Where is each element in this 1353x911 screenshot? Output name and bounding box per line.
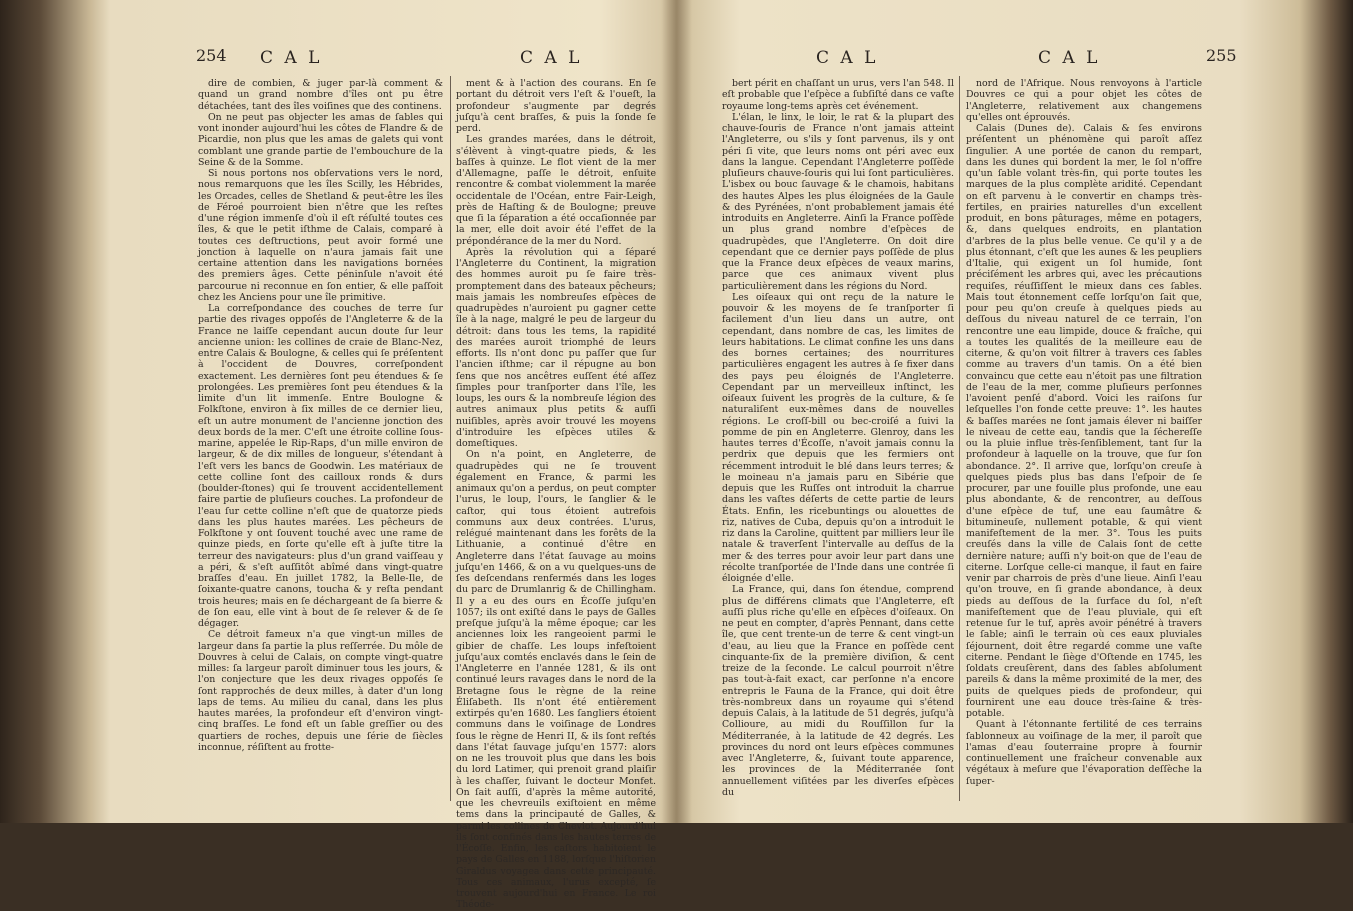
running-head: C A L (816, 48, 879, 68)
paragraph: bert périt en chaſſant un urus, vers l'an 548. Il eſt probable que l'eſpèce a ſubſiſté dans ce vaſte royaume long-tems après cet événement. (722, 78, 954, 112)
paragraph: Quant à l'étonnante fertilité de ces terrains ſablonneux au voiſinage de la mer, il paroît que l'amas d'eau ſouterraine propre à fournir continuellement une fraîcheur convenable aux végétaux à meſure que l'évaporation deſſèche la ſuper- (966, 719, 1202, 787)
paragraph: La France, qui, dans ſon étendue, comprend plus de différens climats que l'Angleterre, eſt auſſi plus riche qu'elle en eſpèces d'oiſeaux. On ne peut en compter, d'après Pennant, dans cette île, que cent trente-un de terre & cent vingt-un d'eau, au lieu que la France en poſſède cent cinquante-ſix de la première diviſion, & cent treize de la ſeconde. Le calcul pourroit n'être pas tout-à-fait exact, car perſonne n'a encore entrepris le Fauna de la France, qui doit être très-nombreux dans un royaume qui s'étend depuis Calais, à la latitude de 51 degrés, juſqu'à Collioure, au midi du Rouſſillon ſur la Méditerranée, à la latitude de 42 degrés. Les provinces du nord ont leurs eſpèces communes avec l'Angleterre, &, ſuivant toute apparence, les provinces de la Méditerranée ſont annuellement viſitées par les diverſes eſpèces du (722, 584, 954, 798)
paragraph: L'élan, le linx, le loir, le rat & la plupart des chauve-ſouris de France n'ont jamais atteint l'Angleterre, ou s'ils y ſont parvenus, ils y ont péri ſi vite, que leurs noms ont péri avec eux dans la langue. Cependant l'Angleterre poſſède pluſieurs chauve-ſouris qui lui ſont particulières. L'isbex ou bouc ſauvage & le chamois, habitans des hautes Alpes les plus éloignées de la Gaule & des Pyrénées, n'ont probablement jamais été introduits en Angleterre. Ainſi la France poſſède un plus grand nombre d'eſpèces de quadrupèdes, que l'Angleterre. On doit dire cependant que ce dernier pays poſſède de plus que la France deux eſpèces de veaux marins, parce que ces animaux vivent plus particulièrement dans les régions du Nord. (722, 111, 954, 292)
text-column-left (722, 78, 954, 803)
text-column-right (456, 78, 656, 911)
text-column-left (198, 78, 443, 803)
paragraph: La correſpondance des couches de terre ſur partie des rivages oppoſés de l'Angleterre & de la France ne laiſſe cependant aucun doute ſur leur ancienne union: les collines de craie de Blanc-Nez, entre Calais & Boulogne, & celles qui ſe préſentent à l'occident de Douvres, correſpondent exactement. Les dernières ſont peu étendues & ſe prolongées. Les premières ſont peu étendues & la limite d'un lit immenſe. Entre Boulogne & Folkſtone, environ à ſix milles de ce dernier lieu, eſt un autre monument de l'ancienne jonction des deux bords de la mer. C'eſt une étroite colline ſous-marine, appelée le Rip-Raps, d'un mille environ de largeur, & de dix milles de longueur, s'étendant à l'eſt vers les bancs de Goodwin. Les matériaux de cette colline ſont des cailloux ronds & durs (boulder-ſtones) qui ſe trouvent accidentellement faire partie de pluſieurs couches. La profondeur de l'eau ſur cette colline n'eſt que de quatorze pieds dans les plus hautes marées. Les pêcheurs de Folkſtone y ont ſouvent touché avec une rame de quinze pieds, en ſorte qu'elle eſt à juſte titre la terreur des navigateurs: plus d'un grand vaiſſeau y a péri, & s'eſt auſſitôt abîmé dans vingt-quatre braſſes d'eau. En juillet 1782, la Belle-Ile, de ſoixante-quatre canons, toucha & y reſta pendant trois heures; mais en ſe déchargeant de ſa bierre & de ſon eau, elle vint à bout de ſe relever & de ſe dégager. (198, 303, 443, 629)
paragraph: On ne peut pas objecter les amas de ſables qui vont inonder aujourd'hui les côtes de Flandre & de Picardie, non plus que les amas de galets qui vont comblant une grande partie de l'embouchure de la Seine & de la Somme. (198, 111, 443, 168)
running-head: C A L (520, 48, 583, 68)
text-column-right (966, 78, 1202, 803)
page-number: 254 (196, 46, 227, 65)
left-page (110, 0, 676, 911)
paragraph: dire de combien, & juger par-là comment & quand un grand nombre d'îles ont pu être détachées, tant des îles voiſines que des continens. (198, 78, 443, 112)
right-page (676, 0, 1266, 823)
paragraph: Après la révolution qui a ſéparé l'Angleterre du Continent, la migration des hommes auroit pu ſe faire très-promptement dans des bateaux pêcheurs; mais jamais les nombreuſes eſpèces de quadrupèdes n'auroient pu gagner cette île à la nage, malgré le peu de largeur du détroit: dans tous les tems, la rapidité des marées auroit triomphé de leurs efforts. Ils n'ont donc pu paſſer que ſur l'ancien iſthme; car il répugne au bon ſens que nos ancêtres euſſent été aſſez ſimples pour tranſporter dans l'île, les loups, les ours & la nombreuſe légion des autres animaux plus petits & auſſi nuiſibles, après avoir trouvé les moyens d'introduire les eſpèces utiles & domeſtiques. (456, 246, 656, 449)
paragraph: Les grandes marées, dans le détroit, s'élèvent à vingt-quatre pieds, & les baſſes à quinze. Le flot vient de la mer d'Allemagne, paſſe le détroit, enſuite rencontre & combat violemment la marée occidentale de l'Océan, entre Fair-Leigh, près de Haſting & de Boulogne; preuve que ſi la ſéparation a été occaſionnée par la mer, elle doit avoir été l'effet de la prépondérance de la mer du Nord. (456, 134, 656, 247)
paragraph: nord de l'Afrique. Nous renvoyons à l'article Douvres ce qui a pour objet les côtes de l'Angleterre, relativement aux changemens qu'elles ont éprouvés. (966, 78, 1202, 123)
column-rule (959, 76, 960, 801)
paragraph: Calais (Dunes de). Calais & ſes environs préſentent un phénomène qui paroît aſſez ſingulier. A une portée de canon du rempart, dans les dunes qui bordent la mer, le ſol n'offre qu'un ſable volant très-fin, qui porte toutes les marques de la plus complète aridité. Cependant on eſt parvenu à le convertir en champs très-fertiles, en prairies naturelles d'un excellent produit, en bons pâturages, même en potagers, &, dans quelques endroits, en plantation d'arbres de la plus belle venue. Ce qu'il y a de plus étonnant, c'eſt que les aunes & les peupliers d'Italie, qui exigent un ſol humide, ſont préciſément les arbres qui, avec les précautions requiſes, réuſſiſſent le mieux dans ces ſables. Mais tout étonnement ceſſe lorſqu'on ſait que, pour peu qu'on creuſe à quelques pieds au deſſous du niveau naturel de ce terrain, l'on rencontre une eau limpide, douce & fraîche, qui a toutes les qualités de la meilleure eau de citerne, & qu'on voit filtrer à travers ces ſables comme au travers d'un tamis. On a été bien convaincu que cette eau n'étoit pas une filtration de l'eau de la mer, comme pluſieurs perſonnes l'avoient penſé d'abord. Voici les raiſons ſur leſquelles l'on fonde cette preuve: 1°. les hautes & baſſes marées ne ſont jamais élever ni baiſſer le niveau de cette eau, tandis que la ſéchereſſe ou la pluie influe très-ſenſiblement, tant ſur la profondeur à laquelle on la trouve, que ſur ſon abondance. 2°. Il arrive que, lorſqu'on creuſe à quelques pieds plus bas dans l'eſpoir de ſe procurer, par une fouille plus profonde, une eau plus abondante, & de rencontrer, au deſſous d'une eſpèce de tuf, une eau ſaumâtre & bitumineuſe, nullement potable, & qui vient manifeſtement de la mer. 3°. Tous les puits creuſés dans la ville de Calais ſont de cette dernière nature; auſſi n'y boit-on que de l'eau de citerne. Lorſque celle-ci manque, il faut en faire venir par charrois de près d'une lieue. Ainſi l'eau qu'on trouve, en ſi grande abondance, à deux pieds au deſſous de la ſurface du ſol, n'eſt manifeſtement que de l'eau pluviale, qui eſt retenue ſur le tuf, après avoir pénétré à travers le ſable; ainſi le terrain où ces eaux pluviales ſéjournent, doit être regardé comme une vaſte citerne. Pendant le ſiège d'Oſtende en 1745, les ſoldats creuſèrent, dans des ſables abſolument pareils & dans la même proximité de la mer, des puits de quelques pieds de profondeur, qui fournirent une eau douce très-ſaine & très-potable. (966, 123, 1202, 719)
running-head: C A L (1038, 48, 1101, 68)
paragraph: Si nous portons nos obſervations vers le nord, nous remarquons que les îles Scilly, les Hébrides, les Orcades, celles de Shetland & peut-être les îles de Féroé pourroient bien n'être que les reſtes d'une région immenſe d'où il eſt réſulté toutes ces îles, & que le petit iſthme de Calais, comparé à toutes ces deſtructions, peut avoir formé une jonction à laquelle on n'aura jamais fait une certaine attention dans les navigations bornées des premiers âges. Cette péninſule n'avoit été parcourue ni reconnue en ſon entier, & elle paſſoit chez les Anciens pour une île primitive. (198, 168, 443, 303)
running-head: C A L (260, 48, 323, 68)
paragraph: On n'a point, en Angleterre, de quadrupèdes qui ne ſe trouvent également en France, & parmi les animaux qu'on a perdus, on peut compter l'urus, le loup, l'ours, le ſanglier & le caſtor, qui tous étoient autrefois communs aux deux contrées. L'urus, relégué maintenant dans les forêts de la Lithuanie, a continué d'être en Angleterre dans l'état ſauvage au moins juſqu'en 1466, & on a vu quelques-uns de ſes deſcendans renfermés dans les loges du parc de Drumlanrig & de Chillingham. Il y a eu des ours en Écoſſe juſqu'en 1057; ils ont exiſté dans le pays de Galles preſque juſqu'à la même époque; car les anciennes loix les rangeoient parmi le gibier de chaſſe. Les loups infeſtoient juſqu'aux comtés enclavés dans le ſein de l'Angleterre en l'année 1281, & ils ont continué leurs ravages dans le nord de la Bretagne ſous le règne de la reine Éliſabeth. Ils n'ont été entièrement extirpés qu'en 1680. Les ſangliers étoient communs dans le voiſinage de Londres ſous le règne de Henri II, & ils ſont reſtés dans l'état ſauvage juſqu'en 1577: alors on ne les trouvoit plus que dans les bois du lord Latimer, qui prenoit grand plaiſir à les chaſſer, ſuivant le docteur Monfet. On ſait auſſi, d'après la même autorité, que les chevreuils exiſtoient en même tems dans la principauté de Galles, & parmi les collines de Cheviot. Aujourd'hui ils ſont confinés dans les hautes terres de l'Écoſſe. Enfin, les caſtors habitoient le pays de Galles en 1188, lorſque l'hiſtorien Giraldus voyagea dans cette principauté. Tous ces animaux, l'urus excepté, ſe trouvent aujourd'hui en France. Le roi Théode- (456, 449, 656, 911)
page-number: 255 (1206, 46, 1237, 65)
column-rule (450, 76, 451, 801)
paragraph: Ce détroit fameux n'a que vingt-un milles de largeur dans ſa partie la plus reſſerrée. Du môle de Douvres à celui de Calais, on compte vingt-quatre milles: ſa largeur paroît diminuer tous les jours, & l'on conjecture que les deux rivages oppoſés ſe ſont rapprochés de deux milles, à dater d'un long laps de tems. Au milieu du canal, dans les plus hautes marées, la profondeur eſt d'environ vingt-cinq braſſes. Le fond eſt un ſable greſſier ou des quartiers de roches, depuis une ſérie de ſiècles inconnue, réſiſtent au frotte- (198, 629, 443, 753)
paragraph: Les oiſeaux qui ont reçu de la nature le pouvoir & les moyens de ſe tranſporter ſi facilement d'un lieu dans un autre, ont cependant, dans nombre de cas, les limites de leurs habitations. Le climat confine les uns dans des bornes certaines; des nourritures particulières engagent les autres à ſe fixer dans des pays peu éloignés de l'Angleterre. Cependant par un merveilleux inſtinct, les oiſeaux ſuivent les progrès de la culture, & ſe naturaliſent eux-mêmes dans de nouvelles régions. Le croſſ-bill ou bec-croiſé a ſuivi la pomme de pin en Angleterre. Glenroy, dans les hautes terres d'Écoſſe, n'avoit jamais connu la perdrix que depuis que les fermiers ont récemment introduit le blé dans leurs terres; & le moineau n'a jamais paru en Sibérie que depuis que les Ruſſes ont introduit la charrue dans les vaſtes déſerts de cette partie de leurs États. Enfin, les ricebuntings ou alouettes de riz, natives de Cuba, depuis qu'on a introduit le riz dans la Caroline, quittent par milliers leur île natale & traverſent l'intervalle au deſſus de la mer & des terres pour avoir leur part dans une récolte tranſportée de l'Inde dans une contrée ſi éloignée d'elle. (722, 291, 954, 584)
paragraph: ment & à l'action des courans. En ſe portant du détroit vers l'eſt & l'oueſt, la profondeur s'augmente par degrés juſqu'à cent braſſes, & puis la ſonde ſe perd. (456, 78, 656, 134)
